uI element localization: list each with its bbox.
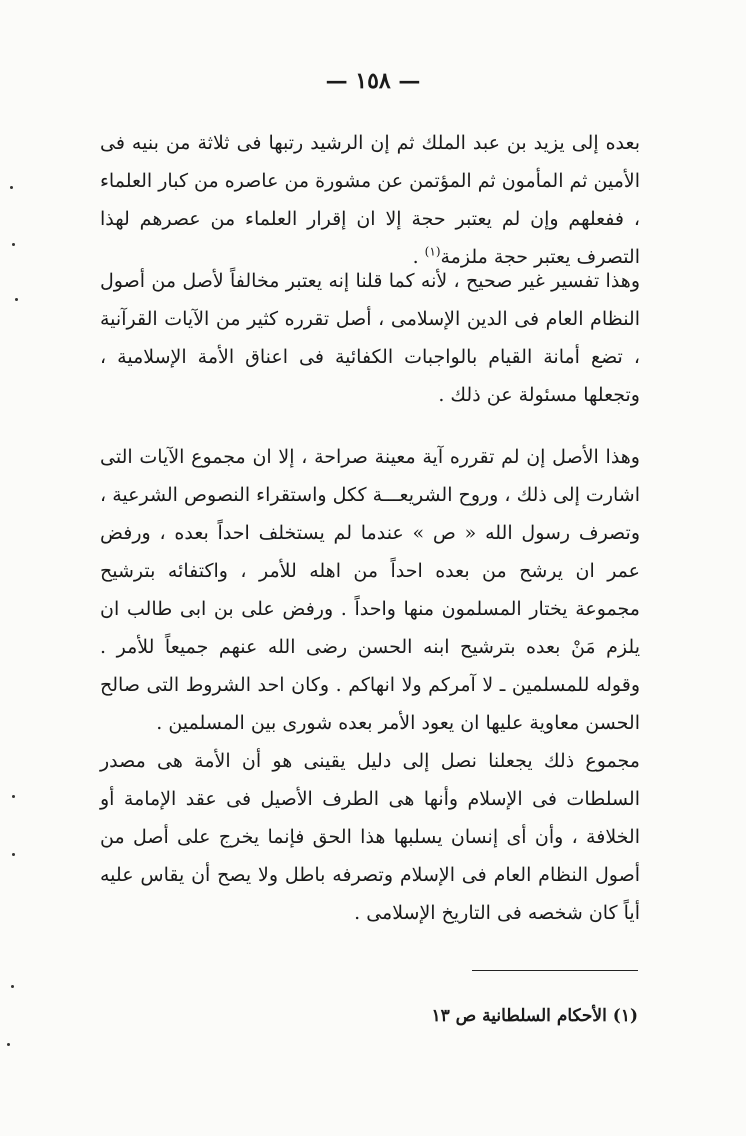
- paragraph-4: مجموع ذلك يجعلنا نصل إلى دليل يقينى هو أن الأمة هى مصدر السلطات فى الإسلام وأنها هى الطرف الأصيل فى عقد الإمامة أو الخلافة ، وأن أى إنسان يسلبها هذا الحق فإنما يخرج على أصل من أصول النظام العام فى الإسلام وتصرفه باطل ولا يصح أن يقاس عليه أياً كان شخصه فى التاريخ الإسلامى .: [100, 750, 640, 924]
- scan-speck: [15, 298, 18, 301]
- paragraph-2: وهذا تفسير غير صحيح ، لأنه كما قلنا إنه يعتبر مخالفاً لأصل من أصول النظام العام فى الدين الإسلامى ، أصل تقرره كثير من الآيات القرآنية ، تضع أمانة القيام بالواجبات الكفائية فى اعناق الأمة الإسلامية ، وتجعلها مسئولة عن ذلك .: [100, 270, 640, 406]
- scan-speck: [11, 985, 14, 988]
- footnote-reference: (١): [424, 244, 441, 259]
- scan-speck: [12, 243, 15, 246]
- page-number: — ١٥٨ —: [325, 68, 421, 94]
- scan-speck: [10, 186, 13, 189]
- paragraph-1-text: بعده إلى يزيد بن عبد الملك ثم إن الرشيد رتبها فى ثلاثة من بنيه فى الأمين ثم المأمون ثم المؤتمن عن مشورة من عاصره من كبار العلماء ، ففعلهم وإن لم يعتبر حجة إلا ان إقرار العلماء من عصرهم لهذا التصرف يعتبر حجة ملزمة: [99, 132, 640, 268]
- scan-speck: [12, 795, 15, 798]
- footnote-divider: [472, 970, 638, 971]
- scan-speck: [7, 1043, 10, 1046]
- paragraph-1: [100, 124, 640, 276]
- scan-speck: [12, 853, 15, 856]
- paragraph-3: وهذا الأصل إن لم تقرره آية معينة صراحة ، إلا ان مجموع الآيات التى اشارت إلى ذلك ، وروح الشريعـــة ككل واستقراء النصوص الشرعية ، وتصرف رسول الله « ص » عندما لم يستخلف احداً بعده ، ورفض عمر ان يرشح من بعده احداً من اهله للأمر ، واكتفائه بترشيح مجموعة يختار المسلمون منها واحداً . ورفض على بن ابى طالب ان يلزم مَنْ بعده بترشيح ابنه الحسن رضى الله عنهم جميعاً للأمر . وقوله للمسلمين ـ لا آمركم ولا انهاكم . وكان احد الشروط التى صالح الحسن معاوية عليها ان يعود الأمر بعده شورى بين المسلمين .: [100, 446, 640, 734]
- paragraph-1-end: .: [412, 246, 425, 268]
- footnote: (١) الأحكام السلطانية ص ١٣: [431, 1006, 638, 1026]
